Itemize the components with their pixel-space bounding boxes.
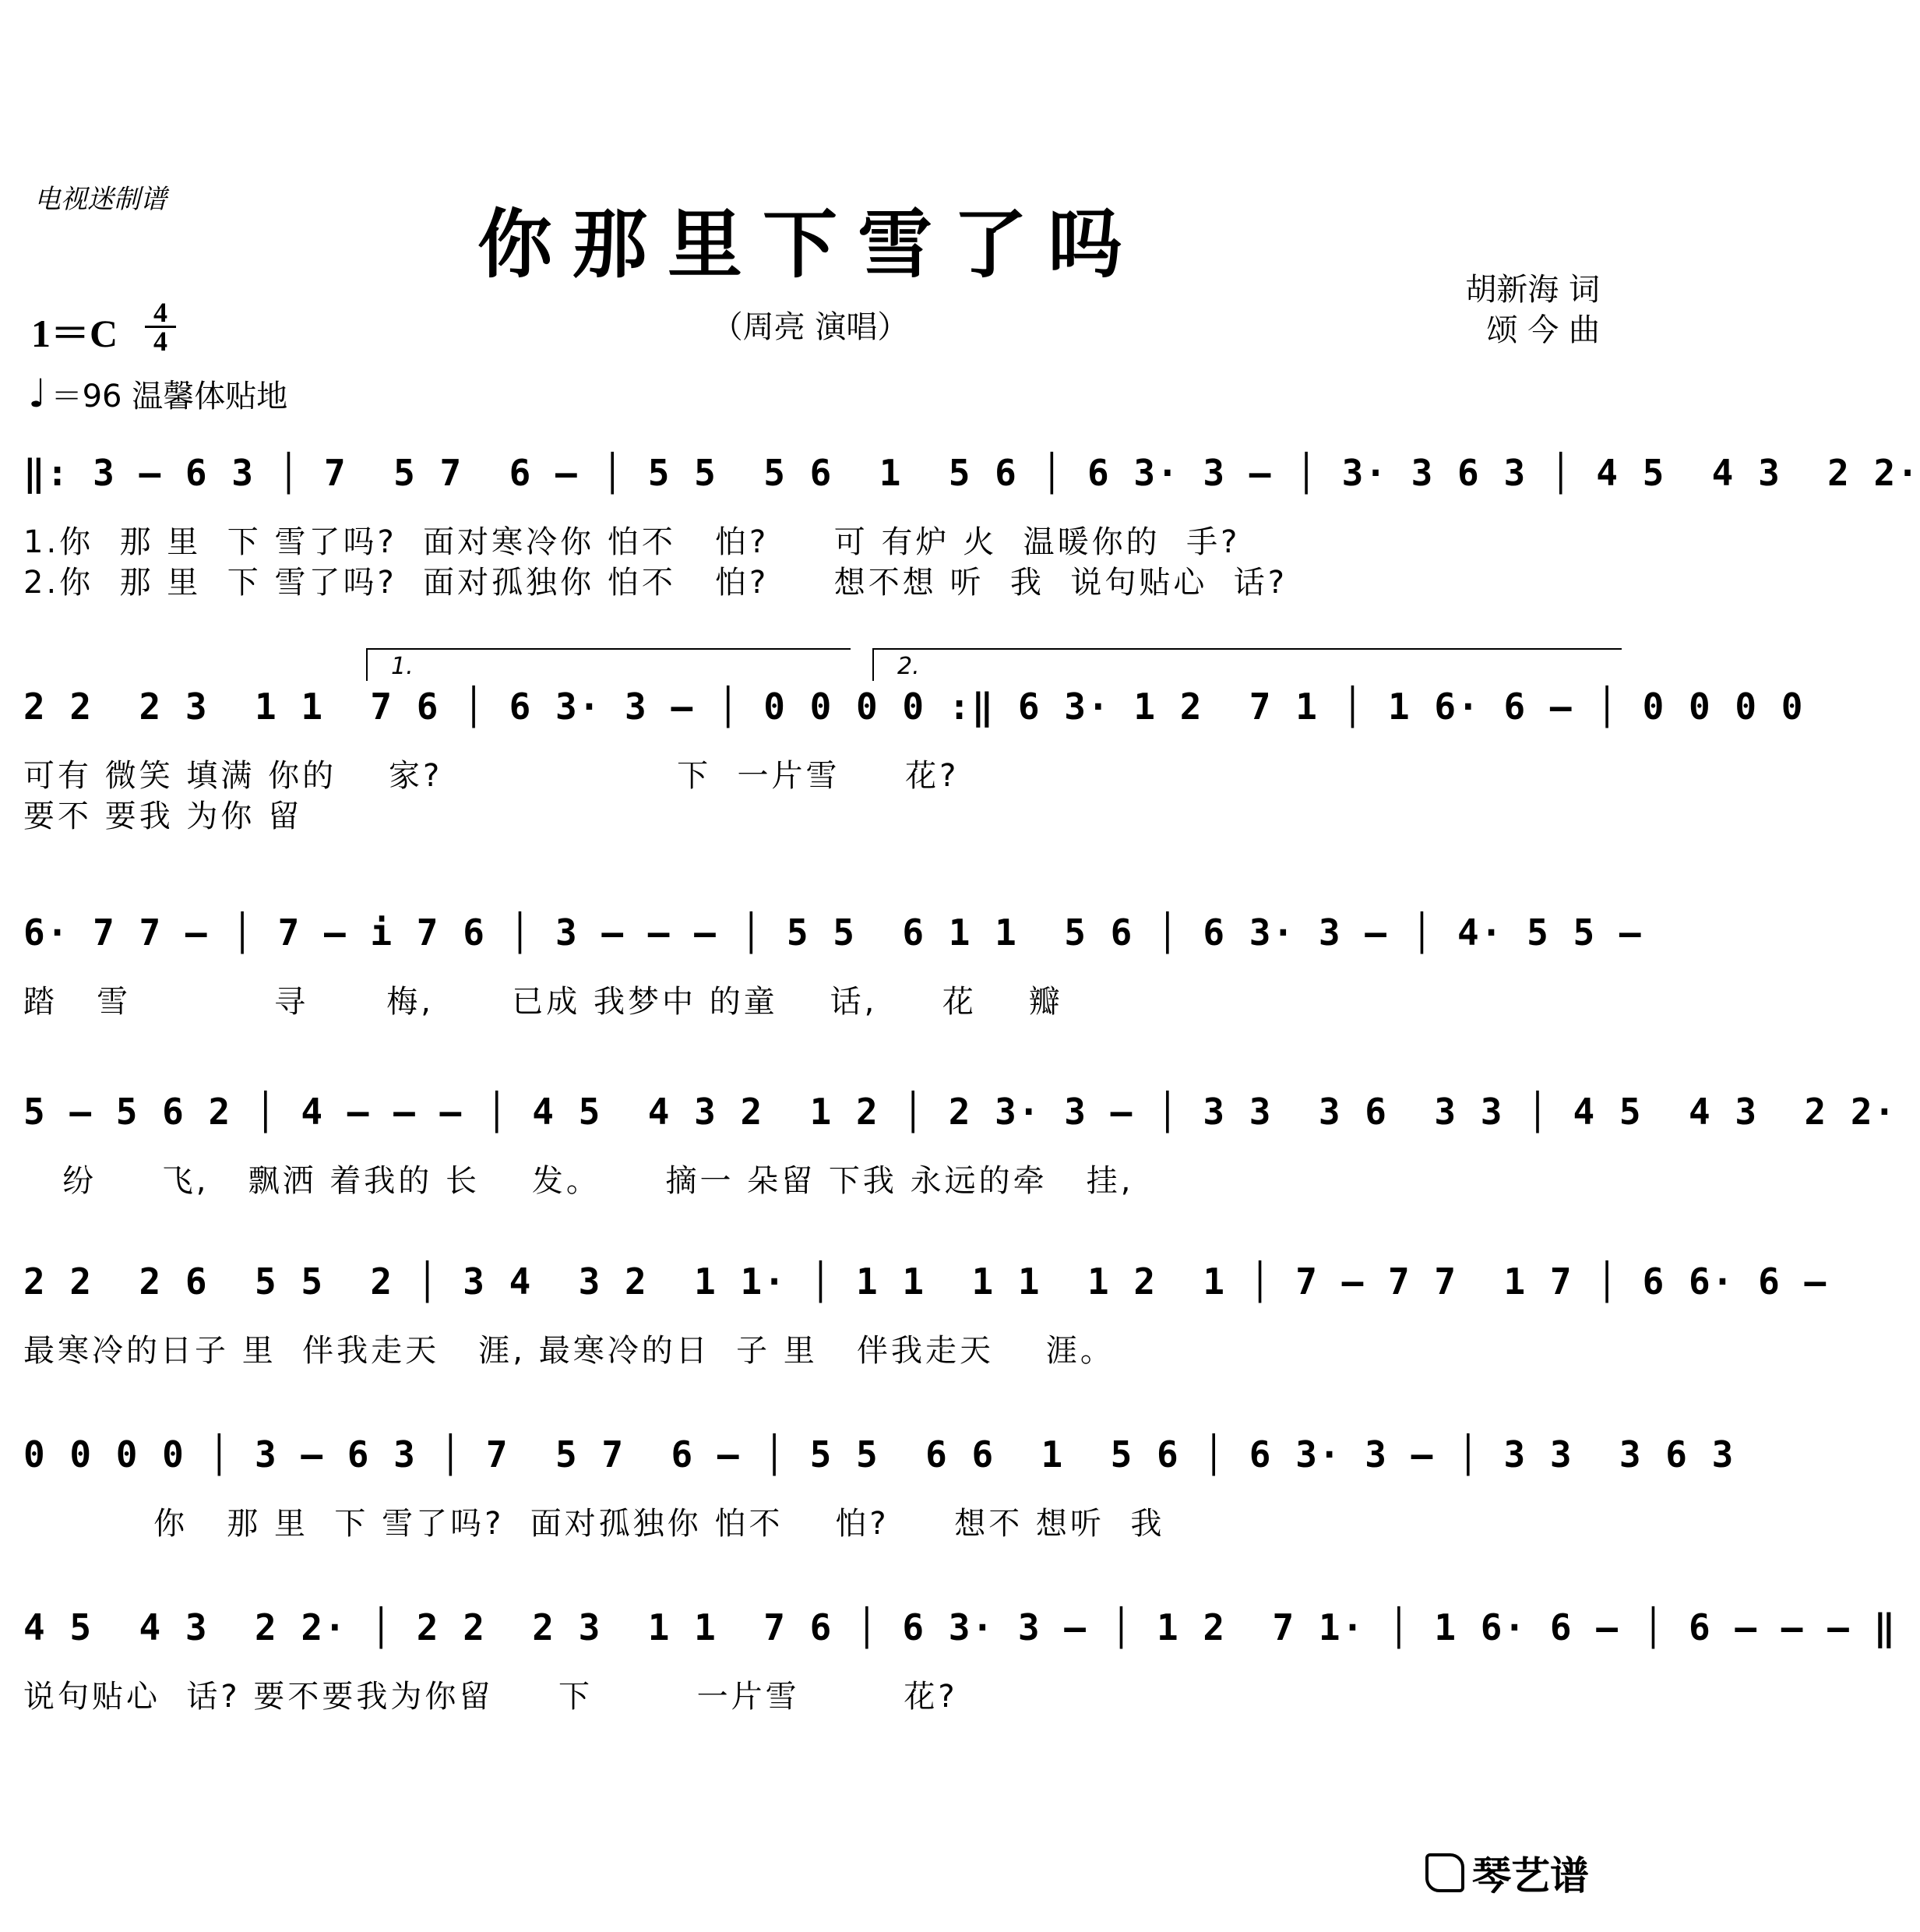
lyric-line: 要不 要我 为你 留 xyxy=(23,799,303,834)
composer-credit: 颂 今 曲 xyxy=(1486,312,1600,348)
time-signature-bottom: 4 xyxy=(153,326,167,357)
lyric-line: 2.你 那 里 下 雪了吗? 面对孤独你 怕不 怕? 想不想 听 我 说句贴心 话? xyxy=(23,565,1288,601)
notation-line: 0 0 0 0 │ 3 – 6 3 │ 7 5 7 6 – │ 5 5 6 6 1 5 6 │ 6 3· 3 – │ 3 3 3 6 3 xyxy=(23,1433,1735,1475)
lyric-line: 1.你 那 里 下 雪了吗? 面对寒冷你 怕不 怕? 可 有炉 火 温暖你的 手? xyxy=(23,524,1241,560)
volta-number: 1. xyxy=(391,653,414,680)
volta-bracket-2 xyxy=(872,648,1622,681)
watermark-text: 琴艺谱 xyxy=(1472,1853,1589,1899)
time-signature-top: 4 xyxy=(145,299,176,328)
score-maker: 电视迷制谱 xyxy=(34,184,167,215)
lyric-line: 纷 飞, 飘洒 着我的 长 发。 摘一 朵留 下我 永远的牵 挂, xyxy=(23,1163,1134,1199)
notation-line: 2 2 2 6 5 5 2 │ 3 4 3 2 1 1· │ 1 1 1 1 1 2 1 │ 7 – 7 7 1 7 │ 6 6· 6 – xyxy=(23,1260,1828,1303)
notation-line: 6· 7 7 – │ 7 – i 7 6 │ 3 – – – │ 5 5 6 1 1 5 6 │ 6 3· 3 – │ 4· 5 5 – xyxy=(23,911,1643,954)
volta-bracket-1 xyxy=(366,648,851,681)
volta-number: 2. xyxy=(897,653,920,680)
notation-line: ‖: 3 – 6 3 │ 7 5 7 6 – │ 5 5 5 6 1 5 6 │ 6 3· 3 – │ 3· 3 6 3 │ 4 5 4 3 2 2· xyxy=(23,452,1920,494)
tempo-marking xyxy=(28,371,287,416)
song-title: 你那里下雪了吗 xyxy=(477,200,1143,288)
lyric-line: 说句贴心 话? 要不要我为你留 下 一片雪 花? xyxy=(23,1679,958,1715)
notation-line: 5 – 5 6 2 │ 4 – – – │ 4 5 4 3 2 1 2 │ 2 3· 3 – │ 3 3 3 6 3 3 │ 4 5 4 3 2 2· xyxy=(23,1091,1897,1133)
lyric-line: 踏 雪 寻 梅, 已成 我梦中 的童 话, 花 瓣 xyxy=(23,984,1063,1020)
tempo-value: ＝96 xyxy=(51,379,122,414)
lyric-line: 最寒冷的日子 里 伴我走天 涯, 最寒冷的日 子 里 伴我走天 涯。 xyxy=(23,1333,1115,1369)
lyric-line: 你 那 里 下 雪了吗? 面对孤独你 怕不 怕? 想不 想听 我 xyxy=(23,1506,1165,1542)
expression-marking: 温馨体贴地 xyxy=(132,379,288,414)
key-signature: 1＝C xyxy=(31,312,118,355)
notation-line: 4 5 4 3 2 2· │ 2 2 2 3 1 1 7 6 │ 6 3· 3 – │ 1 2 7 1· │ 1 6· 6 – │ 6 – – – ‖ xyxy=(23,1606,1897,1648)
watermark-logo xyxy=(1425,1845,1589,1901)
logo-icon xyxy=(1425,1853,1464,1892)
singer-credit: （周亮 演唱） xyxy=(711,309,909,345)
time-signature xyxy=(145,297,176,357)
quarter-note-icon: ♩ xyxy=(28,371,47,416)
lyric-line: 可有 微笑 填满 你的 家? 下 一片雪 花? xyxy=(23,758,960,794)
notation-line: 2 2 2 3 1 1 7 6 │ 6 3· 3 – │ 0 0 0 0 :‖ 6 3· 1 2 7 1 │ 1 6· 6 – │ 0 0 0 0 xyxy=(23,686,1805,728)
lyricist-credit: 胡新海 词 xyxy=(1465,272,1600,308)
